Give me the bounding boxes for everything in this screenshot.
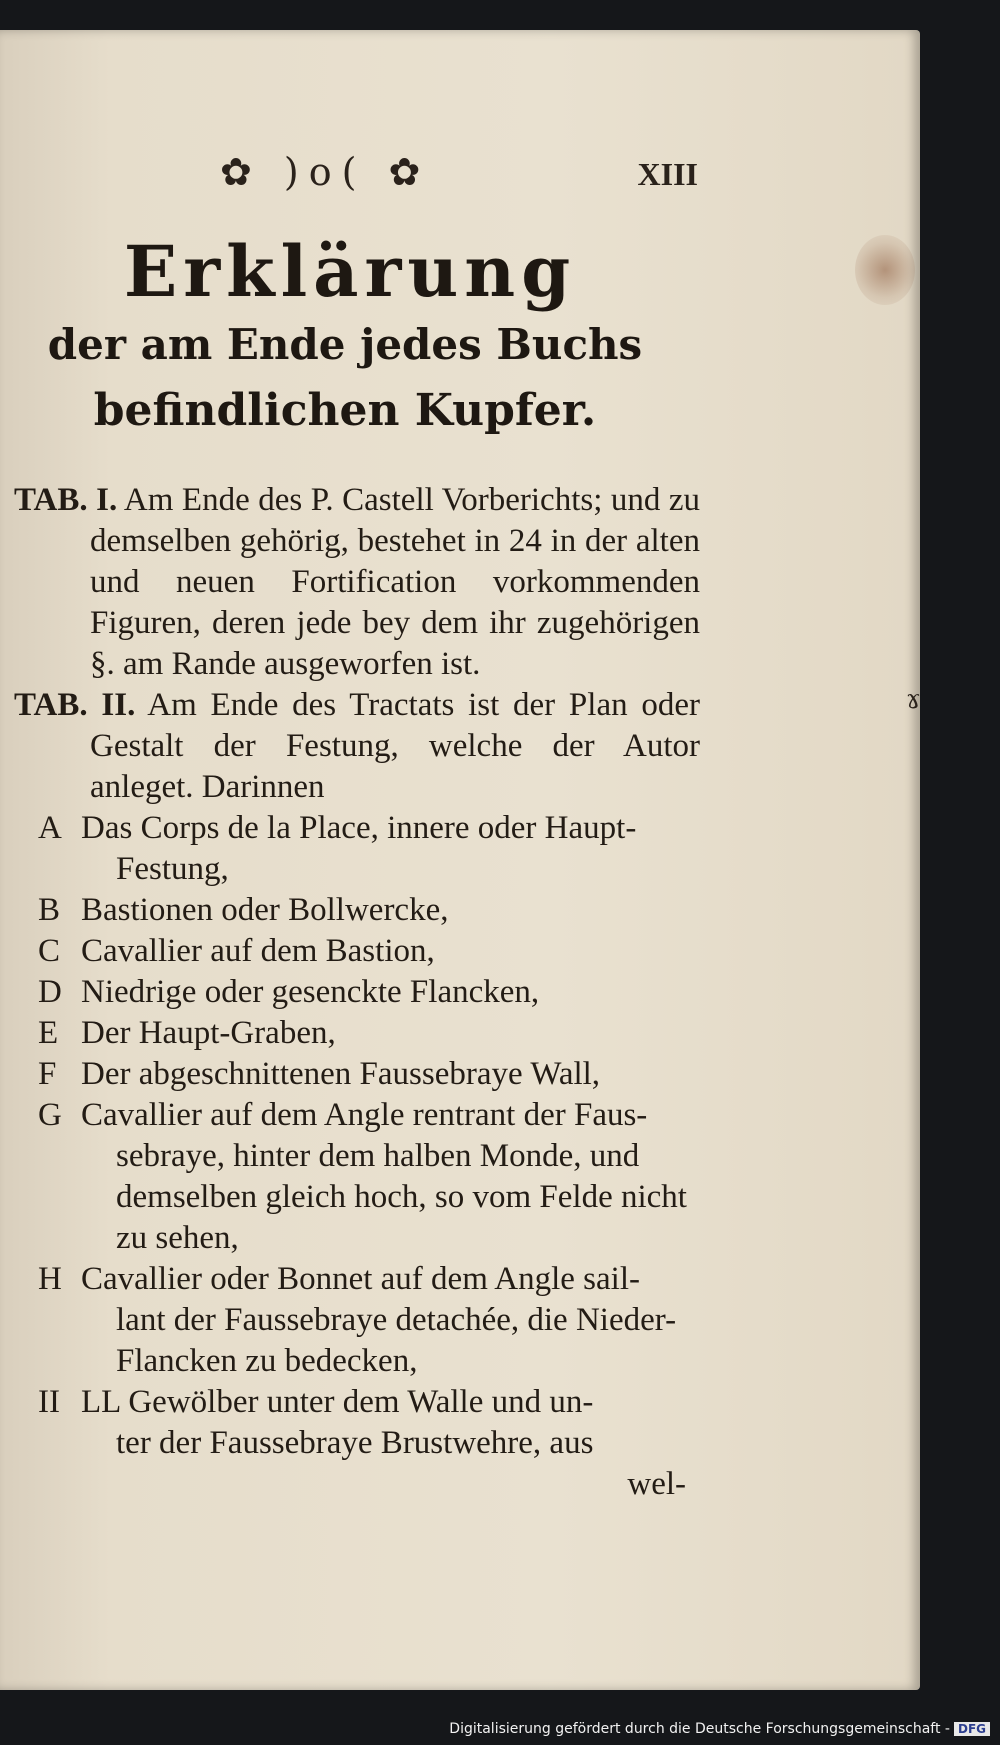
tab-1-paragraph bbox=[8, 480, 700, 685]
item-key: B bbox=[38, 892, 61, 928]
margin-mark: ɤ bbox=[906, 685, 921, 715]
item-key: D bbox=[38, 974, 62, 1010]
tab-1-label: TAB. I. bbox=[14, 482, 118, 518]
subtitle-line-1: der am Ende jedes Buchs bbox=[47, 320, 643, 369]
item-line: Cavallier auf dem Angle rentrant der Faus- bbox=[81, 1097, 648, 1133]
book-page bbox=[0, 30, 920, 1690]
item-key: G bbox=[38, 1097, 62, 1133]
list-item bbox=[0, 1013, 700, 1054]
dfg-logo: DFG bbox=[954, 1722, 990, 1736]
item-line: Niedrige oder gesenckte Flancken, bbox=[81, 974, 540, 1010]
item-key: H bbox=[38, 1261, 62, 1297]
header-ornament: ✿ )o( ✿ bbox=[220, 150, 431, 194]
list-item bbox=[0, 1054, 700, 1095]
list-item bbox=[0, 972, 700, 1013]
list-item bbox=[0, 890, 700, 931]
item-continuation: Festung, bbox=[116, 851, 229, 887]
item-text bbox=[75, 931, 700, 972]
item-line: LL Gewölber unter dem Walle und un- bbox=[81, 1384, 594, 1420]
credit-text: Digitalisierung gefördert durch die Deutsche Forschungsgemeinschaft - bbox=[449, 1721, 950, 1737]
list-item bbox=[0, 808, 700, 890]
item-text bbox=[75, 1013, 700, 1054]
page-header bbox=[0, 150, 920, 200]
item-continuation: lant der Faussebraye detachée, die Nieder-Flancken zu bedecken, bbox=[116, 1302, 677, 1379]
item-line: Der abgeschnittenen Faussebraye Wall, bbox=[81, 1056, 601, 1092]
item-key: F bbox=[38, 1056, 57, 1092]
item-text bbox=[75, 1054, 700, 1095]
item-line: Cavallier oder Bonnet auf dem Angle sail- bbox=[81, 1261, 641, 1297]
body-text bbox=[0, 480, 700, 1505]
list-item bbox=[0, 931, 700, 972]
catchword: wel- bbox=[627, 1466, 686, 1502]
item-key: A bbox=[38, 810, 62, 846]
item-continuation: sebraye, hinter dem halben Monde, und demselben gleich hoch, so vom Felde nicht zu sehen, bbox=[116, 1138, 687, 1256]
tab-2-label: TAB. II. bbox=[14, 687, 136, 723]
tab-2-text: Am Ende des Tractats ist der Plan oder Gestalt der Festung, welche der Autor anleget. Darinnen bbox=[90, 687, 700, 805]
tab-1-text: Am Ende des P. Castell Vorberichts; und zu demselben gehörig, bestehet in 24 in der alten und neuen Fortification vorkommenden Figuren, deren jede bey dem ihr zugehörigen §. am Rande ausgeworfen ist. bbox=[90, 482, 701, 682]
page-title: Erklärung bbox=[123, 230, 577, 313]
item-line: Cavallier auf dem Bastion, bbox=[81, 933, 435, 969]
digitization-credit bbox=[449, 1721, 990, 1737]
item-text bbox=[75, 808, 700, 890]
page-number: XIII bbox=[637, 156, 698, 192]
subtitle-line-2: befindlichen Kupfer. bbox=[93, 385, 597, 436]
tab-2-paragraph bbox=[8, 685, 700, 808]
list-item bbox=[0, 1259, 700, 1382]
item-continuation: ter der Faussebraye Brustwehre, aus bbox=[116, 1425, 594, 1461]
item-text bbox=[75, 1259, 700, 1382]
item-line: Das Corps de la Place, innere oder Haupt- bbox=[81, 810, 637, 846]
item-text bbox=[75, 972, 700, 1013]
item-key: II bbox=[38, 1384, 60, 1420]
paper-stain bbox=[855, 235, 915, 305]
item-line: Der Haupt-Graben, bbox=[81, 1015, 336, 1051]
item-text bbox=[75, 1095, 700, 1259]
list-item bbox=[0, 1382, 700, 1464]
item-key: C bbox=[38, 933, 61, 969]
item-key: E bbox=[38, 1015, 59, 1051]
item-text bbox=[75, 1382, 700, 1464]
item-text bbox=[75, 890, 700, 931]
item-line: Bastionen oder Bollwercke, bbox=[81, 892, 449, 928]
list-item bbox=[0, 1095, 700, 1259]
